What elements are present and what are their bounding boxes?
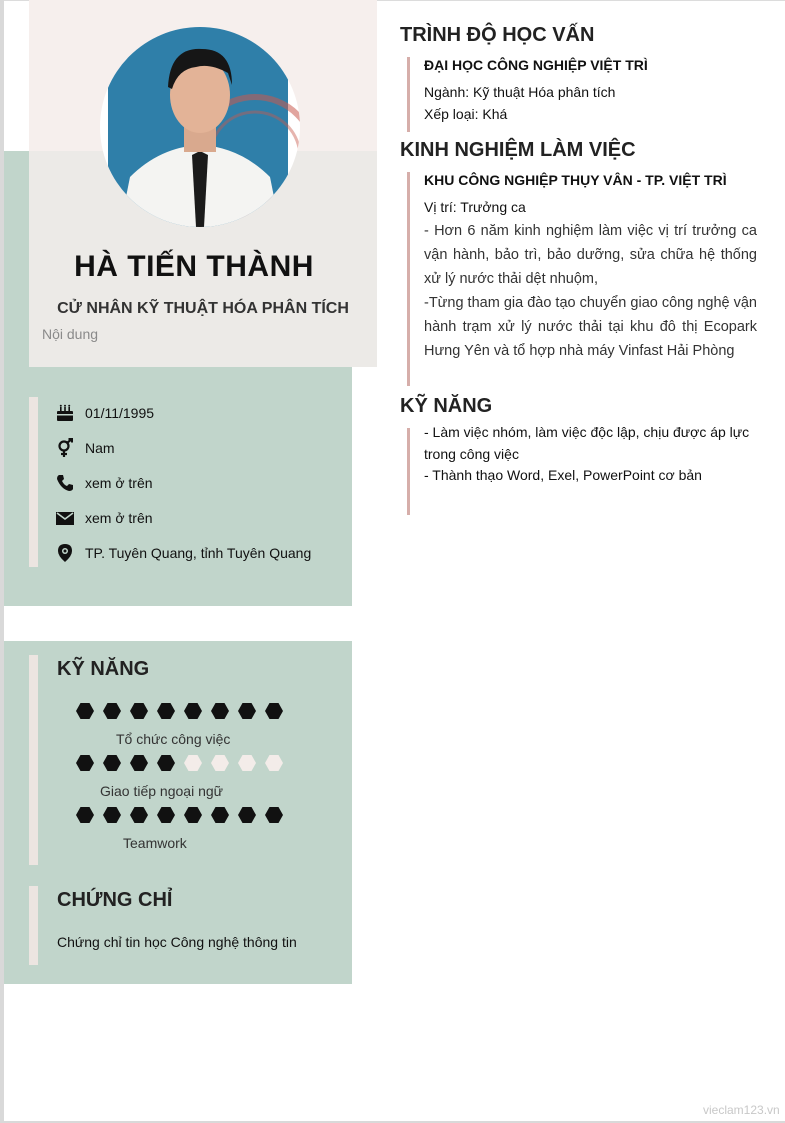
- hexagon-filled-icon: [184, 806, 202, 824]
- address-value: TP. Tuyên Quang, tỉnh Tuyên Quang: [85, 545, 312, 561]
- hexagon-empty-icon: [211, 754, 229, 772]
- hexagon-filled-icon: [103, 702, 121, 720]
- hexagon-empty-icon: [265, 754, 283, 772]
- experience-description-2: -Từng tham gia đào tạo chuyển giao công nghệ vận hành trạm xử lý nước thải tại khu đô thị Ecopark Hưng Yên và tổ hợp nhà máy Vinfast Hải Phòng: [424, 295, 757, 359]
- skill-rating-3: [76, 806, 283, 824]
- hexagon-filled-icon: [76, 806, 94, 824]
- skill-rating-2: [76, 754, 283, 772]
- hexagon-filled-icon: [130, 754, 148, 772]
- hexagon-filled-icon: [238, 702, 256, 720]
- certificate-item: Chứng chỉ tin học Công nghệ thông tin: [57, 934, 297, 950]
- skill-name-1: Tổ chức công việc: [116, 731, 231, 747]
- hexagon-empty-icon: [238, 754, 256, 772]
- hexagon-empty-icon: [184, 754, 202, 772]
- contact-email: [54, 506, 153, 530]
- hexagon-filled-icon: [157, 754, 175, 772]
- skills-heading-left: KỸ NĂNG: [57, 658, 150, 680]
- gender-icon: [54, 437, 76, 459]
- skills-right-line-1: - Làm việc nhóm, làm việc độc lập, chịu được áp lực trong công việc: [424, 424, 750, 462]
- hexagon-filled-icon: [238, 806, 256, 824]
- skill-rating-1: [76, 702, 283, 720]
- hexagon-filled-icon: [211, 702, 229, 720]
- skills-right-accent-bar: [407, 428, 410, 515]
- skill-name-3: Teamwork: [123, 835, 187, 851]
- experience-heading: KINH NGHIỆM LÀM VIỆC: [400, 139, 636, 161]
- education-heading: TRÌNH ĐỘ HỌC VẤN: [400, 24, 595, 46]
- hexagon-filled-icon: [265, 806, 283, 824]
- experience-company: KHU CÔNG NGHIỆP THỤY VÂN - TP. VIỆT TRÌ: [424, 172, 727, 188]
- contact-gender: [54, 436, 115, 460]
- skills-right-line-2: - Thành thạo Word, Exel, PowerPoint cơ bản: [424, 467, 702, 483]
- skills-accent-bar: [29, 655, 38, 865]
- certificates-heading: CHỨNG CHỈ: [57, 889, 173, 911]
- phone-icon: [54, 472, 76, 494]
- hexagon-filled-icon: [211, 806, 229, 824]
- experience-description-1: - Hơn 6 năm kinh nghiệm làm việc vị trí trưởng ca vận hành, bảo trì, bảo dưỡng, sửa chữa hệ thống xử lý nước thải dệt nhuộm,: [424, 223, 757, 287]
- email-icon: [54, 507, 76, 529]
- avatar: [100, 27, 300, 227]
- contact-address: [54, 541, 311, 565]
- education-school: ĐẠI HỌC CÔNG NGHIỆP VIỆT TRÌ: [424, 57, 648, 73]
- skill-name-2: Giao tiếp ngoại ngữ: [100, 783, 224, 799]
- hexagon-filled-icon: [157, 702, 175, 720]
- hexagon-filled-icon: [103, 806, 121, 824]
- experience-accent-bar: [407, 172, 410, 386]
- birthday-cake-icon: [54, 402, 76, 424]
- hexagon-filled-icon: [76, 754, 94, 772]
- contact-birthday: [54, 401, 154, 425]
- birthday-value: 01/11/1995: [85, 405, 155, 421]
- hexagon-filled-icon: [103, 754, 121, 772]
- watermark: vieclam123.vn: [703, 1103, 780, 1117]
- location-pin-icon: [54, 542, 76, 564]
- contact-accent-bar: [29, 397, 38, 567]
- hexagon-filled-icon: [130, 806, 148, 824]
- candidate-name: HÀ TIẾN THÀNH: [74, 250, 314, 283]
- education-accent-bar: [407, 57, 410, 132]
- certificates-accent-bar: [29, 886, 38, 965]
- candidate-subtitle: Nội dung: [42, 326, 99, 342]
- contact-phone: [54, 471, 153, 495]
- phone-value: xem ở trên: [85, 475, 153, 491]
- hexagon-filled-icon: [184, 702, 202, 720]
- email-value: xem ở trên: [85, 510, 153, 526]
- profile-photo: [100, 27, 300, 227]
- hexagon-filled-icon: [265, 702, 283, 720]
- education-grade: Xếp loại: Khá: [424, 106, 508, 122]
- education-major: Ngành: Kỹ thuật Hóa phân tích: [424, 84, 616, 100]
- hexagon-filled-icon: [130, 702, 148, 720]
- experience-position: Vị trí: Trưởng ca: [424, 199, 526, 215]
- hexagon-filled-icon: [76, 702, 94, 720]
- gender-value: Nam: [85, 440, 115, 456]
- skills-heading-right: KỸ NĂNG: [400, 395, 493, 417]
- candidate-title: CỬ NHÂN KỸ THUẬT HÓA PHÂN TÍCH: [57, 300, 349, 317]
- hexagon-filled-icon: [157, 806, 175, 824]
